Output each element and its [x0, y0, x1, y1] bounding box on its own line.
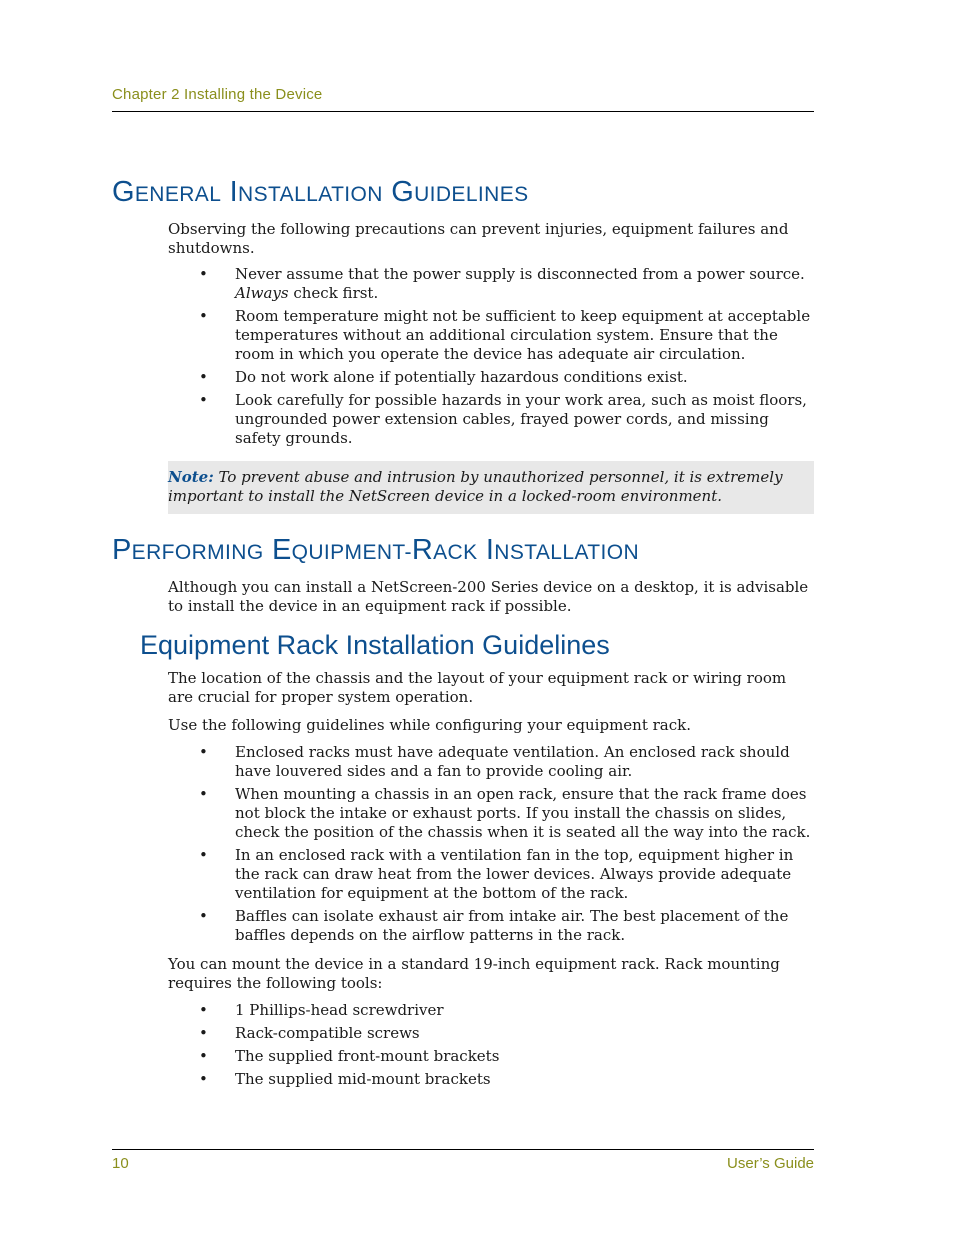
bullet-icon: •	[199, 1024, 208, 1042]
list-item: • Rack-compatible screws	[199, 1024, 420, 1042]
list-item: • In an enclosed rack with a ventilation fan in the top, equipment higher in the rack can draw heat from the lower devices. Always provide adequate ventilation for equipment at the bottom of the rack.	[199, 846, 794, 902]
note-box	[168, 461, 814, 514]
section1-intro: Observing the following precautions can prevent injuries, equipment failures and shutdowns.	[168, 220, 789, 257]
bullet-icon: •	[199, 1070, 208, 1088]
list-item: • Baffles can isolate exhaust air from intake air. The best placement of the baffles depends on the airflow patterns in the rack.	[199, 907, 789, 944]
bullet-icon: •	[199, 307, 208, 325]
guide-title: User’s Guide	[727, 1155, 814, 1172]
heading-word: EQUIPMENT-RACK	[271, 534, 478, 566]
section-heading-general-installation	[112, 172, 814, 215]
bullet-icon: •	[199, 1047, 208, 1065]
bullet-icon: •	[199, 368, 208, 386]
bullet-icon: •	[199, 743, 208, 761]
heading-word: GUIDELINES	[391, 176, 529, 208]
heading-word: PERFORMING	[112, 534, 264, 566]
heading-word: INSTALLATION	[229, 176, 383, 208]
section3-para2: Use the following guidelines while configuring your equipment rack.	[168, 716, 692, 734]
list-item: • Enclosed racks must have adequate ventilation. An enclosed rack should have louvered sides and a fan to provide cooling air.	[199, 743, 790, 780]
bullet-icon: •	[199, 1001, 208, 1019]
list-item: • Do not work alone if potentially hazardous conditions exist.	[199, 368, 688, 386]
page-content	[112, 172, 814, 1089]
note-label: Note:	[168, 468, 214, 486]
list-item: • The supplied mid-mount brackets	[199, 1070, 491, 1088]
heading-word: INSTALLATION	[485, 534, 640, 566]
tools-list	[112, 1001, 814, 1089]
bullet-icon: •	[199, 846, 208, 864]
list-item: • When mounting a chassis in an open rack, ensure that the rack frame does not block the intake or exhaust ports. If you install the chassis on slides, check the position of the chassis when it is seated all the way into the rack.	[199, 785, 811, 841]
header-rule	[112, 111, 814, 112]
section-heading-rack-installation	[112, 530, 814, 573]
subsection-heading: Equipment Rack Installation Guidelines	[140, 630, 610, 660]
running-header: Chapter 2 Installing the Device	[112, 86, 323, 103]
heading-word: GENERAL	[112, 176, 222, 208]
note-text: To prevent abuse and intrusion by unauthorized personnel, it is extremely important to install the NetScreen device in a locked-room environment.	[168, 468, 783, 505]
list-item: • The supplied front-mount brackets	[199, 1047, 500, 1065]
section3-para1: The location of the chassis and the layout of your equipment rack or wiring room are crucial for proper system operation.	[168, 669, 787, 706]
precautions-list	[112, 265, 814, 448]
list-item: • Never assume that the power supply is disconnected from a power source. Always check first.	[199, 265, 805, 302]
footer-rule	[112, 1149, 814, 1150]
section2-intro: Although you can install a NetScreen-200 Series device on a desktop, it is advisable to install the device in an equipment rack if possible.	[168, 578, 809, 615]
bullet-icon: •	[199, 391, 208, 409]
list-item: • Room temperature might not be sufficient to keep equipment at acceptable temperatures without an additional circulation system. Ensure that the room in which you operate the device has adequate air circulation.	[199, 307, 811, 363]
section3-para3: You can mount the device in a standard 19-inch equipment rack. Rack mounting requires the following tools:	[168, 955, 780, 992]
bullet-icon: •	[199, 785, 208, 803]
list-item: • Look carefully for possible hazards in your work area, such as moist floors, ungrounded power extension cables, frayed power cords, and missing safety grounds.	[199, 391, 807, 447]
page-number: 10	[112, 1155, 129, 1172]
bullet-icon: •	[199, 907, 208, 925]
rack-guidelines-list	[112, 743, 814, 945]
list-item: • 1 Phillips-head screwdriver	[199, 1001, 444, 1019]
bullet-icon: •	[199, 265, 208, 283]
